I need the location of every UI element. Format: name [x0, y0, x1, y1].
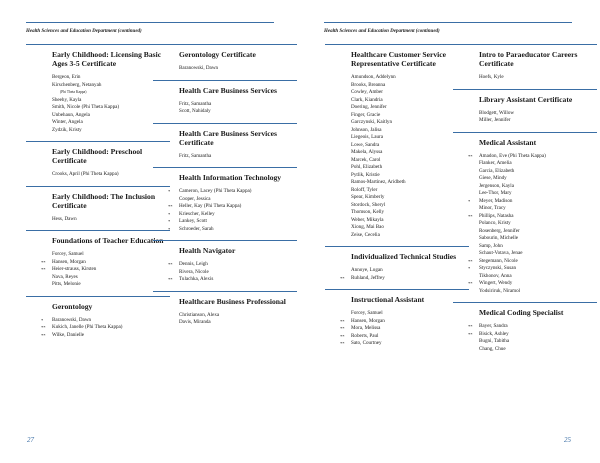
- graduate-name-text: Ruhland, Jeffrey: [351, 274, 385, 281]
- graduate-name-text: Unbehaun, Angela: [52, 111, 90, 118]
- program-title: Health Information Technology: [179, 173, 282, 182]
- section-rule: [26, 186, 170, 187]
- graduate-name: [52, 281, 170, 289]
- honors-marker: **: [41, 267, 46, 272]
- honors-marker: **: [340, 318, 345, 324]
- graduate-name-text: Lowe, Sandra: [351, 141, 380, 148]
- program-title: Foundations of Teacher Education: [52, 236, 164, 245]
- honors-marker: **: [468, 153, 473, 159]
- program-title: Intro to Paraeducator Careers Certificate: [479, 50, 578, 68]
- graduate-name: [179, 153, 297, 161]
- graduate-name-text: Davis, Miranda: [179, 319, 211, 325]
- graduate-name: [479, 175, 597, 183]
- graduate-name-text: Wingert, Wendy: [479, 280, 513, 286]
- graduate-name-text: Roloff, Tyler: [351, 186, 378, 193]
- graduate-name-text: Cameron, Lacey (Phi Theta Kappa): [179, 188, 252, 194]
- graduate-name-text: Polanco, Kristy: [479, 220, 511, 226]
- honors-marker: **: [468, 331, 473, 337]
- graduate-name: [351, 104, 469, 112]
- graduate-name-text: Minor, Tracy: [479, 205, 506, 211]
- section-rule: [453, 302, 597, 303]
- program-section: [479, 44, 597, 82]
- graduate-name-text: Amundson, Addelynn: [351, 74, 396, 80]
- graduate-name-text: Jergenson, Kayla: [479, 182, 514, 189]
- graduate-name: [479, 338, 597, 346]
- graduate-name-text: Cowley, Amber: [351, 89, 383, 95]
- program-title: Health Navigator: [179, 246, 236, 255]
- graduate-name: [168, 261, 297, 269]
- graduate-name: [479, 110, 597, 118]
- graduate-name: [179, 196, 297, 204]
- graduate-name-text: Kirschenberg, Netanyah: [52, 81, 102, 88]
- graduate-name-text: Scott, Nahidaly: [179, 108, 211, 114]
- program-section: [168, 240, 297, 284]
- graduate-name-text: Cooper, Jessica: [179, 195, 211, 202]
- running-header: Health Sciences and Education Department (continued): [324, 29, 440, 34]
- honors-marker: **: [468, 258, 473, 264]
- graduate-name: [351, 209, 469, 217]
- graduate-name: [479, 117, 597, 125]
- graduate-name-text: Sheehy, Kayla: [52, 96, 82, 103]
- graduate-name-text: Amadon, Eve (Phi Theta Kappa): [479, 152, 546, 159]
- graduate-name-text: Thomson, Kelly: [351, 209, 385, 215]
- section-rule: [153, 44, 297, 45]
- graduate-name: [468, 197, 597, 206]
- program-title: Early Childhood: The Inclusion Certificate: [52, 191, 156, 210]
- graduate-name-text: Weber, Mikayla: [351, 216, 384, 223]
- graduate-name-text: Roberts, Paul: [351, 332, 379, 339]
- graduate-name-text: Bisick, Ashley: [479, 330, 509, 337]
- honors-marker: **: [41, 325, 46, 330]
- honors-marker: *: [468, 198, 471, 204]
- graduate-name: [468, 330, 597, 339]
- graduate-name-text: Schaut-Votava, Jenae: [479, 250, 523, 256]
- graduate-name: [52, 89, 170, 97]
- honors-marker: **: [168, 262, 173, 267]
- graduate-name: [479, 74, 597, 82]
- graduate-name: [479, 183, 597, 191]
- honors-marker: **: [340, 275, 345, 281]
- section-rule: [153, 291, 297, 292]
- program-section: [41, 230, 170, 289]
- graduate-name: [168, 188, 297, 196]
- program-title: Health Care Business Services Certificate: [179, 128, 277, 147]
- graduate-name-text: Chang, Chue: [479, 345, 506, 352]
- running-header: Health Sciences and Education Department (continued): [26, 29, 142, 34]
- honors-marker: *: [168, 189, 171, 194]
- column-2: [168, 44, 297, 334]
- program-section: [52, 186, 170, 224]
- program-section: [179, 291, 297, 327]
- program-section: [179, 80, 297, 116]
- program-section: [41, 296, 170, 340]
- graduate-name: [479, 160, 597, 168]
- program-title: Medical Coding Specialist: [479, 308, 564, 317]
- graduate-name-text: Tikhonov, Anna: [479, 272, 512, 279]
- graduate-name: [340, 332, 469, 341]
- graduate-name-text: Hess, Dawn: [52, 215, 77, 222]
- program-title: Library Assistant Certificate: [479, 94, 573, 104]
- honors-marker: **: [340, 341, 345, 346]
- graduate-name-text: Doering, Jennifer: [351, 104, 387, 110]
- section-rule: [325, 289, 469, 290]
- graduate-name: [52, 127, 170, 135]
- graduate-name-text: Mora, Melissa: [351, 325, 381, 331]
- honors-marker: **: [468, 324, 473, 329]
- graduate-name: [351, 202, 469, 210]
- graduate-name: [351, 149, 469, 157]
- graduate-name-text: Wilke, Danielle: [52, 331, 85, 338]
- graduate-name: [351, 310, 469, 318]
- graduate-name-text: Sabourin, Michelle: [479, 235, 519, 241]
- graduate-name: [351, 119, 469, 127]
- graduate-name-text: Rivera, Nicole: [179, 268, 209, 275]
- section-rule: [26, 141, 170, 142]
- honors-marker: **: [340, 333, 345, 339]
- section-rule: [26, 230, 170, 231]
- graduate-name: [351, 157, 469, 165]
- graduate-name: [52, 216, 170, 224]
- graduate-name: [468, 265, 597, 273]
- graduate-name-text: Stegemann, Nicole: [479, 257, 518, 264]
- graduate-name-text: Hansen, Morgan: [52, 258, 86, 265]
- graduate-name-text: Flanker, Amelia: [479, 160, 512, 166]
- program-title: Health Care Business Services: [179, 85, 277, 95]
- honors-marker: **: [468, 213, 473, 219]
- graduate-name: [179, 319, 297, 327]
- graduate-name-text: Lankey, Scott: [179, 218, 207, 224]
- section-rule: [153, 240, 297, 241]
- graduate-name: [340, 340, 469, 348]
- graduate-name-text: Ramos-Martinez, Aridbeth: [351, 179, 406, 185]
- section-rule: [26, 296, 170, 297]
- graduate-name-text: Makela, Alyssa: [351, 149, 383, 155]
- graduate-name-text: Lee-Thor, Mary: [479, 190, 512, 196]
- program-section: [52, 44, 170, 134]
- graduate-name-text: Johnson, Jalisa: [351, 126, 382, 133]
- graduate-name-text: Bergeon, Erin: [52, 74, 81, 80]
- column-1: [41, 44, 170, 346]
- graduate-name: [479, 346, 597, 354]
- graduate-name: [340, 325, 469, 333]
- graduate-name: [179, 312, 297, 320]
- program-section: [340, 246, 469, 282]
- graduate-name-text: Baranowski, Dawn: [52, 316, 92, 323]
- section-rule: [153, 80, 297, 81]
- program-section: [468, 132, 597, 296]
- graduate-name-text: Blodgett, Willow: [479, 109, 515, 116]
- graduate-name-text: Brooks, Breanna: [351, 81, 386, 88]
- graduate-name: [179, 269, 297, 277]
- header-rule: [26, 22, 274, 23]
- graduate-name: [479, 190, 597, 198]
- graduate-name-text: Miller, Jennifer: [479, 117, 511, 123]
- honors-marker: *: [41, 317, 44, 323]
- graduate-name: [41, 331, 170, 340]
- page-number: 25: [564, 436, 571, 444]
- graduate-name: [52, 104, 170, 112]
- graduate-name: [351, 187, 469, 195]
- graduate-name: [468, 280, 597, 288]
- graduate-name-text: Dennis, Leigh: [179, 261, 208, 267]
- graduate-name: [351, 74, 469, 82]
- program-section: [179, 44, 297, 73]
- program-title: Healthcare Customer Service Representative Certificate: [351, 50, 447, 68]
- graduate-name: [168, 203, 297, 211]
- graduate-name-text: Bayer, Sandra: [479, 323, 508, 329]
- graduate-name: [52, 171, 170, 179]
- graduate-name-text: Bugni, Tabitha: [479, 338, 510, 344]
- graduate-name: [479, 243, 597, 251]
- graduate-name: [52, 251, 170, 259]
- graduate-name: [468, 212, 597, 221]
- graduate-name: [479, 228, 597, 236]
- graduate-name-text: Liegeois, Laura: [351, 134, 383, 140]
- graduate-name-text: Finger, Gracie: [351, 111, 381, 118]
- graduate-name-text: Winter, Angela: [52, 119, 83, 125]
- graduate-name: [479, 235, 597, 243]
- graduate-name: [168, 218, 297, 226]
- graduate-name: [479, 168, 597, 176]
- graduate-name-text: Stordock, Sheryl: [351, 201, 386, 208]
- graduate-name: [479, 205, 597, 213]
- graduate-name: [41, 266, 170, 274]
- graduate-name: [479, 288, 597, 296]
- graduate-name-text: Sato, Courtney: [351, 340, 382, 346]
- graduate-name: [351, 164, 469, 172]
- graduate-name: [351, 112, 469, 120]
- column-4: [468, 44, 597, 360]
- graduate-name-text: Yodsiriruk, Niramol: [479, 287, 521, 294]
- honors-marker: **: [168, 204, 173, 209]
- program-section: [468, 302, 597, 353]
- graduate-name: [351, 142, 469, 150]
- program-title: Individualized Technical Studies: [351, 252, 457, 261]
- right-page: [300, 0, 600, 463]
- graduate-name: [351, 267, 469, 275]
- honors-marker: **: [41, 332, 46, 338]
- graduate-name: [41, 258, 170, 267]
- program-title: Gerontology: [52, 301, 93, 311]
- honors-marker: **: [468, 281, 473, 286]
- program-section: [52, 141, 170, 179]
- graduate-name: [479, 220, 597, 228]
- graduate-name: [52, 112, 170, 120]
- honors-marker: **: [41, 259, 46, 265]
- graduate-name-text: Smith, Nicole (Phi Theta Kappa): [52, 104, 120, 110]
- graduate-name-text: Kriescher, Kelley: [179, 210, 215, 217]
- program-section: [479, 89, 597, 125]
- graduate-name-text: Giese, Mindy: [479, 175, 507, 181]
- graduate-name: [168, 210, 297, 219]
- page-number: 27: [27, 436, 34, 444]
- graduate-name-text: Heller, Kay (Phi Theta Kappa): [179, 203, 242, 209]
- program-section: [179, 123, 297, 161]
- graduate-name-text: Kukich, Janelle (Phi Theta Kappa): [52, 324, 123, 330]
- graduate-name-text: Clark, Kiandria: [351, 96, 383, 103]
- graduate-name-text: Annoye, Logan: [351, 267, 383, 273]
- honors-marker: *: [168, 211, 171, 217]
- graduate-name: [340, 274, 469, 283]
- graduate-name: [468, 323, 597, 331]
- graduate-name: [351, 224, 469, 232]
- graduate-name-text: Garczynski, Kaitlyn: [351, 119, 393, 125]
- graduate-name: [351, 232, 469, 240]
- graduate-name-text: Zeise, Cecelia: [351, 231, 380, 238]
- graduate-name-text: Fritz, Samantha: [179, 100, 212, 107]
- graduate-name: [179, 101, 297, 109]
- graduate-name-text: Phillips, Natasha: [479, 212, 514, 219]
- graduate-name-text: Heier-strauss, Kirsten: [52, 266, 97, 272]
- graduate-name-text: (Phi Theta Kappa): [60, 90, 87, 94]
- graduate-name-text: Pohl, Elizabeth: [351, 164, 383, 170]
- graduate-name-text: Spear, Kimberly: [351, 194, 385, 200]
- graduate-name: [340, 317, 469, 326]
- graduate-name: [41, 316, 170, 325]
- graduate-name: [351, 172, 469, 180]
- header-rule: [324, 22, 572, 23]
- graduate-name-text: Xiong, Mai Bao: [351, 224, 384, 230]
- graduate-name-text: Zydzik, Kristy: [52, 126, 82, 133]
- graduate-name-text: Nava, Reyes: [52, 273, 78, 280]
- program-title: Instructional Assistant: [351, 295, 425, 304]
- graduate-name: [468, 152, 597, 161]
- honors-marker: *: [168, 226, 171, 232]
- graduate-name-text: Schroeder, Sarah: [179, 225, 214, 232]
- graduate-name: [351, 82, 469, 90]
- graduate-name: [351, 179, 469, 187]
- graduate-name: [351, 127, 469, 135]
- graduate-name-text: Fritz, Samantha: [179, 152, 212, 159]
- program-section: [168, 167, 297, 233]
- graduate-name-text: Hansen, Morgan: [351, 317, 385, 324]
- graduate-name: [179, 108, 297, 116]
- graduate-name: [41, 324, 170, 332]
- graduate-name-text: Garcia, Elizabeth: [479, 167, 515, 174]
- graduate-name-text: Meyer, Madison: [479, 197, 513, 204]
- program-title: Early Childhood: Preschool Certificate: [52, 147, 143, 165]
- program-section: [340, 289, 469, 348]
- graduate-name: [351, 97, 469, 105]
- program-title: Gerontology Certificate: [179, 50, 256, 59]
- graduate-name: [168, 225, 297, 234]
- graduate-name: [168, 276, 297, 284]
- graduate-name-text: Marcek, Carol: [351, 156, 381, 163]
- graduate-name-text: Christianson, Alexa: [179, 311, 220, 318]
- program-section: [351, 44, 469, 239]
- graduate-name: [179, 65, 297, 73]
- column-3: [340, 44, 469, 355]
- graduate-name-text: Crooks, April (Phi Theta Kappa): [52, 171, 119, 177]
- section-rule: [26, 44, 170, 45]
- section-rule: [453, 89, 597, 90]
- program-title: Medical Assistant: [479, 137, 537, 147]
- graduate-name-text: Forcey, Samuel: [351, 310, 383, 316]
- graduate-name: [351, 194, 469, 202]
- graduate-name: [351, 89, 469, 97]
- section-rule: [325, 44, 469, 45]
- graduate-name: [52, 97, 170, 105]
- section-rule: [325, 246, 469, 247]
- honors-marker: *: [468, 266, 471, 271]
- graduate-name: [52, 274, 170, 282]
- graduate-name-text: Hoefs, Kyle: [479, 74, 504, 80]
- graduate-name-text: Pitts, Melonie: [52, 281, 81, 287]
- graduate-name-text: Pytlik, Kristie: [351, 171, 380, 178]
- section-rule: [153, 167, 297, 168]
- graduate-name-text: Samp, John: [479, 242, 503, 249]
- graduate-name: [479, 273, 597, 281]
- section-rule: [153, 123, 297, 124]
- graduate-name: [351, 134, 469, 142]
- graduate-name: [479, 250, 597, 258]
- honors-marker: **: [340, 326, 345, 331]
- graduate-name-text: Forcey, Samuel: [52, 251, 84, 257]
- graduate-name: [52, 82, 170, 90]
- program-title: Early Childhood: Licensing Basic Ages 3-5 Certificate: [52, 50, 162, 68]
- graduate-name-text: Styczynski, Susan: [479, 265, 517, 271]
- honors-marker: **: [168, 277, 173, 282]
- honors-marker: *: [168, 219, 171, 224]
- section-rule: [453, 44, 597, 45]
- graduate-name-text: Baranowski, Dawn: [179, 65, 219, 71]
- graduate-name: [468, 257, 597, 266]
- program-title: Healthcare Business Professional: [179, 296, 286, 306]
- graduate-name: [351, 217, 469, 225]
- section-rule: [453, 132, 597, 133]
- graduate-name-text: Rosenberg, Jennifer: [479, 227, 520, 234]
- graduate-name-text: Tulachka, Alexis: [179, 276, 214, 282]
